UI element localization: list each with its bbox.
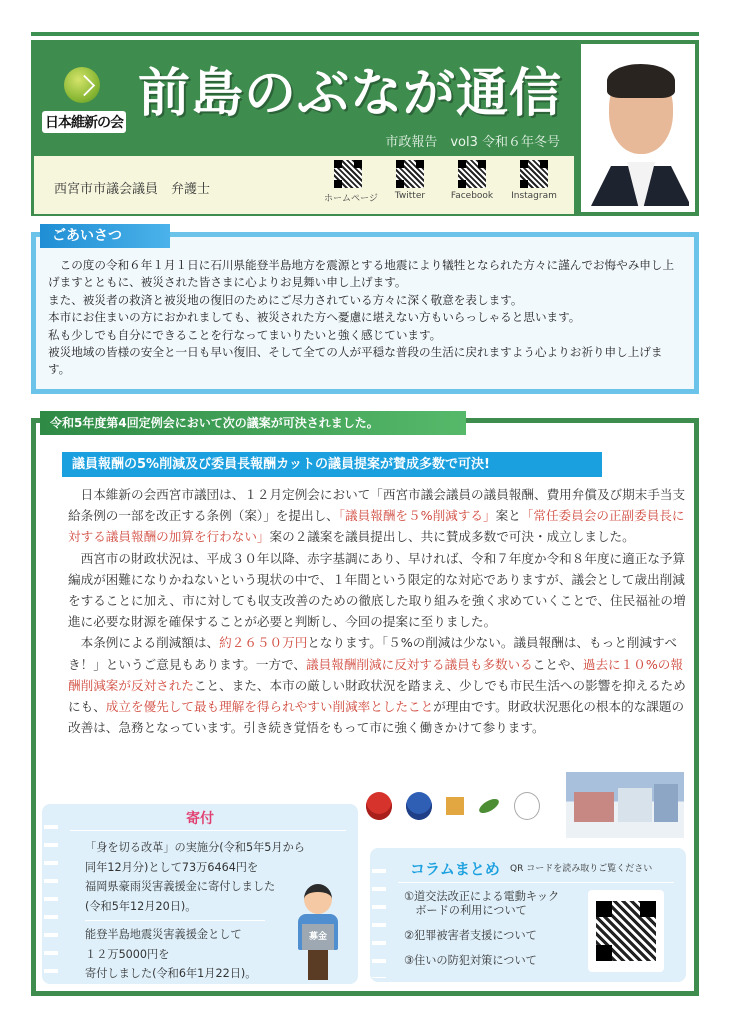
qr-code-icon: [520, 160, 548, 188]
donation-line: １２万5000円を: [85, 947, 170, 961]
notebook-rings-icon: [44, 814, 58, 979]
column-item: ③住いの防犯対策について: [404, 954, 537, 967]
building-shape: [618, 788, 652, 822]
highlight-text: 議員報酬削減に反対する議員も多数いる: [306, 656, 533, 672]
greeting-tab: ごあいさつ: [40, 224, 170, 248]
qr-code-icon: [334, 160, 362, 188]
column-item-text: ①道交法改正による電動キック: [404, 890, 560, 903]
legs-shape: [308, 950, 328, 980]
red-oni-icon: [366, 792, 392, 820]
qr-instagram[interactable]: [510, 160, 558, 204]
member-title: 西宮市市議会議員 弁護士: [54, 182, 211, 197]
qr-code-icon: [396, 160, 424, 188]
article-paragraph-1: [68, 484, 688, 548]
highlight-text: 約２６５０万円: [219, 635, 308, 651]
greeting-box: [31, 232, 699, 394]
donation-title: 寄付: [186, 811, 214, 827]
portrait-photo: [587, 50, 689, 206]
qr-code-row: [324, 160, 558, 204]
newsletter-title: 前島のぶなが通信: [138, 64, 563, 124]
newsletter-header: [31, 40, 577, 216]
portrait-frame: [577, 40, 699, 216]
text: 案の２議案を議員提出し、共に賛成多数で可決・成立しました。: [269, 529, 635, 545]
article-paragraph-3: [68, 632, 688, 738]
qr-twitter[interactable]: [386, 160, 434, 204]
notebook-rings-icon: [372, 858, 386, 978]
text: が理由です。財政状況悪化の根本的な課題の改善は、急務となっています。引き続き覚悟をもって市に強く働きかけて参ります。: [68, 699, 685, 736]
donation-line: 「身を切る改革」の実施分(令和5年5月から: [85, 841, 305, 854]
qr-code-icon: [458, 160, 486, 188]
greeting-paragraph: 私も少しでも自分にできることを行なってまいりたいと強く感じています。: [48, 327, 442, 342]
greeting-paragraph: また、被災者の救済と被災地の復旧のためにご尽力されている方々に深く敬意を表します。: [48, 292, 523, 307]
highlight-text: 成立を優先して最も理解を得られやすい削減率としたこと: [105, 699, 434, 715]
qr-label: Instagram: [511, 191, 557, 201]
article-headline: 議員報酬の5%削減及び委員長報酬カットの議員提案が賛成多数で可決!: [62, 452, 602, 477]
bean-box-icon: [446, 797, 464, 815]
main-report-tab: 令和5年度第4回定例会において次の議案が可決されました。: [40, 411, 466, 435]
setsubun-illustrations: [366, 786, 556, 826]
member-bar: [34, 156, 574, 214]
holly-sardine-icon: [477, 796, 501, 816]
donation-box-label: 募金: [302, 924, 334, 950]
highlight-text: 「議員報酬を５%削減する」: [338, 508, 496, 524]
divider: [398, 882, 674, 883]
blue-oni-icon: [406, 792, 432, 820]
hair-shape: [607, 64, 675, 98]
text: こと、また、本市の厳しい財政状況を踏まえ、少しでも市民生活への影響を抑えるためにも、: [68, 677, 686, 715]
article-paragraph-2: 西宮市の財政状況は、平成３０年以降、赤字基調にあり、早ければ、令和７年度か令和８年度に適正な予算編成が困難になりかねないという現状の中で、１年間という限定的な対応でありますが、議会として歳出削減をすることに加え、市に対しても収支改善のための徹底した取り組みを強く求めていくことで、住民福祉の増進に必要な財源を確保することが必要と判断し、今回の提案に至りました。: [68, 550, 686, 630]
qr-homepage[interactable]: [324, 160, 378, 204]
text: 日本維新の会西宮市議団は、１２月定例会において「西宮市議会議員の議員報酬、費用弁償及び期末手当支給条例の一部を改正する条例（案）」を提出し、: [68, 487, 686, 524]
donation-line: 寄付しました(令和6年1月22日)。: [85, 967, 257, 980]
column-title: コラムまとめ: [410, 860, 500, 878]
donation-line: 能登半島地震災害義援金として: [85, 928, 242, 941]
greeting-body: [48, 257, 684, 379]
header-top-rule: [31, 32, 699, 36]
party-logo: [42, 61, 122, 151]
donation-line: 同年12月分)として73万6464円を: [85, 860, 259, 874]
highlight-text: 過去に１０%の報酬削減案が反対された: [68, 656, 683, 693]
donation-line: (令和5年12月20日)。: [85, 899, 197, 913]
text: 本条例による削減額は、: [80, 635, 220, 651]
text: となります。「５%の削減は少ない。議員報酬は、もっと削減すべき！」というご意見もあります。一方で、: [68, 635, 677, 672]
donation-line: 福岡県豪雨災害義援金に寄付しました: [85, 880, 276, 893]
article-body: [68, 484, 688, 738]
issue-label: 市政報告 vol3 令和６年冬号: [385, 135, 560, 150]
column-item: [404, 890, 559, 918]
column-qr-code[interactable]: [588, 890, 664, 972]
column-item-text: ボードの利用について: [404, 904, 527, 917]
head-shape: [304, 884, 332, 914]
column-list: [404, 890, 559, 979]
greeting-paragraph: この度の令和６年１月１日に石川県能登半島地方を震源とする地震により犠牲となられた方々に謹んでお悔やみ申し上げますとともに、被災された皆さまに心よりお見舞い申し上げます。: [48, 258, 675, 290]
column-note: QR コードを読み取りご覧ください: [510, 864, 653, 874]
divider: [85, 920, 265, 921]
party-name: 日本維新の会: [42, 111, 126, 133]
highlight-text: 「常任委員会の正副委員長に対する議員報酬の加算を行わない」: [68, 508, 685, 545]
qr-label: ホームページ: [324, 194, 378, 204]
qr-label: Facebook: [450, 191, 494, 201]
qr-label: Twitter: [394, 191, 426, 201]
donation-body: [85, 838, 305, 984]
snowy-town-illustration: [566, 772, 684, 838]
column-summary-box: [370, 848, 686, 982]
divider: [70, 830, 346, 831]
qr-facebook[interactable]: [448, 160, 496, 204]
okame-mask-icon: [514, 792, 540, 820]
text: ことや、: [532, 656, 583, 672]
greeting-paragraph: 本市にお住まいの方におかれましても、被災された方へ憂慮に堪えない方もいらっしゃると思います。: [48, 310, 581, 325]
qr-code-icon: [596, 901, 656, 961]
greeting-paragraph: 被災地域の皆様の安全と一日も早い復旧、そして全ての人が平穏な普段の生活に戻れますよう心よりお祈り申し上げます。: [48, 345, 663, 377]
column-item: ②犯罪被害者支援について: [404, 929, 537, 942]
building-shape: [654, 784, 678, 822]
text: 案と: [495, 508, 521, 524]
building-shape: [574, 792, 614, 822]
fundraiser-illustration: [296, 884, 340, 980]
